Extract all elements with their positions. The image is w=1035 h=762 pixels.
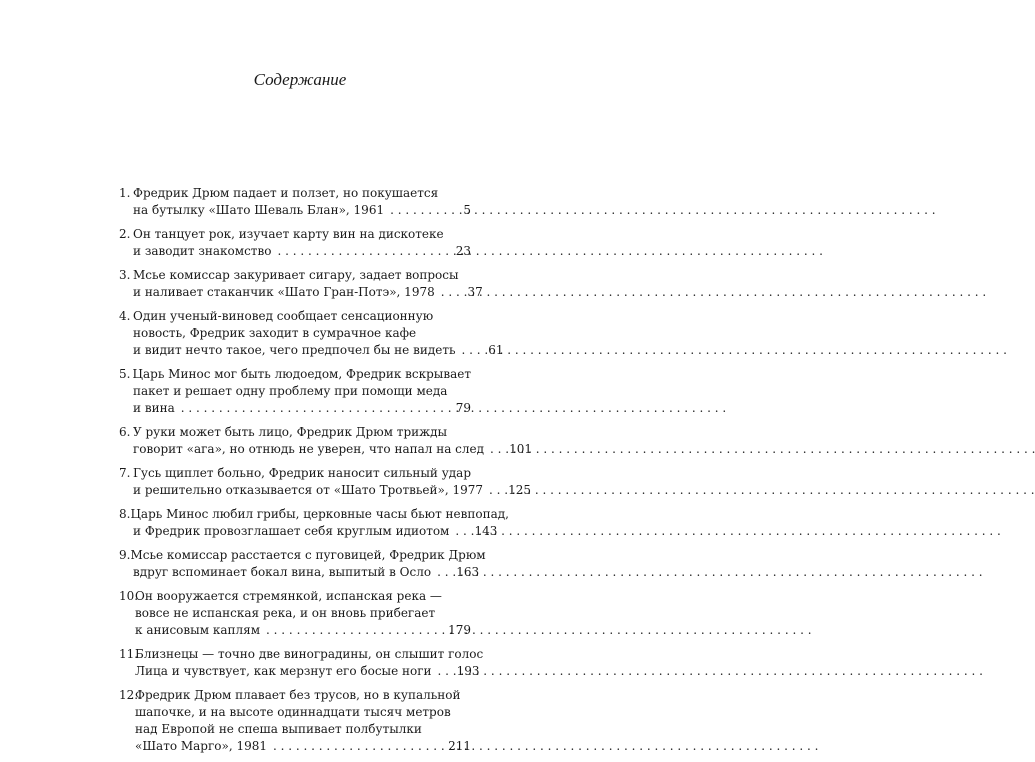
- toc-entry-line: [119, 523, 498, 540]
- dot-leader: [277, 243, 439, 260]
- toc-entry: [119, 465, 532, 499]
- toc-entry-text: шапочке, и на высоте одиннадцати тысяч метров: [135, 705, 451, 719]
- toc-entry-line: [119, 366, 471, 383]
- toc-entry-text: Фредрик Дрюм плавает без трусов, но в купальной: [135, 688, 461, 702]
- toc-entry-line: [119, 465, 471, 482]
- toc-entry-line: [119, 267, 471, 284]
- toc-entry: [119, 646, 484, 680]
- toc-entry-page-number: 125: [508, 483, 532, 497]
- toc-entry-line: [119, 605, 471, 622]
- toc-entry-line: [119, 400, 471, 417]
- toc-entry-page-number: 5: [463, 203, 471, 217]
- table-of-contents: [119, 185, 533, 762]
- toc-entry-number: 8.: [119, 507, 131, 521]
- toc-entry-line: [119, 202, 471, 219]
- toc-entry-text: говорит «ага», но отнюдь не уверен, что напал на след: [133, 442, 485, 456]
- dot-leader: [490, 441, 500, 458]
- toc-entry-number: 1.: [119, 186, 131, 200]
- toc-entry-number: 3.: [119, 268, 131, 282]
- toc-entry-text: Лица и чувствует, как мерзнут его босые ноги: [135, 664, 432, 678]
- toc-entry-text: к анисовым каплям: [135, 623, 261, 637]
- toc-entry-line: [119, 243, 471, 260]
- toc-entry-line: [119, 564, 480, 581]
- toc-entry-text: Один ученый-виновед сообщает сенсационную: [133, 309, 434, 323]
- toc-entry-line: [119, 588, 471, 605]
- dot-leader: [438, 663, 448, 680]
- toc-entry-number: 11.: [119, 647, 139, 661]
- toc-entry: [119, 267, 483, 301]
- dot-leader: [390, 202, 439, 219]
- toc-entry-text: Гусь щиплет больно, Фредрик наносит сильный удар: [132, 466, 471, 480]
- toc-entry-text: на бутылку «Шато Шеваль Блан», 1961: [133, 203, 385, 217]
- page-title: Содержание: [253, 70, 347, 89]
- toc-entry: [119, 687, 471, 755]
- toc-entry-text: Фредрик Дрюм падает и ползет, но покушается: [133, 186, 439, 200]
- toc-entry-line: [119, 704, 471, 721]
- toc-entry-page-number: 179: [448, 623, 471, 637]
- toc-entry: [119, 506, 509, 540]
- toc-entry-number: 6.: [119, 425, 131, 439]
- toc-entry-text: и наливает стаканчик «Шато Гран-Потэ», 1978: [133, 285, 435, 299]
- dot-leader: [181, 400, 439, 417]
- toc-entry-text: Близнецы — точно две виноградины, он слышит голос: [135, 647, 484, 661]
- toc-entry-line: [119, 482, 532, 499]
- toc-entry: [119, 308, 504, 359]
- dot-leader: [266, 622, 439, 639]
- toc-entry-text: Царь Минос любил грибы, церковные часы бьют невпопад,: [130, 507, 509, 521]
- toc-entry-line: [119, 646, 484, 663]
- toc-entry-text: У руки может быть лицо, Фредрик Дрюм трижды: [133, 425, 448, 439]
- toc-entry-page-number: 101: [509, 442, 533, 456]
- toc-entry-line: [119, 325, 471, 342]
- toc-entry-page-number: 37: [467, 285, 483, 299]
- toc-entry-text: и Фредрик провозглашает себя круглым идиотом: [133, 524, 450, 538]
- dot-leader: [441, 284, 451, 301]
- toc-entry-page-number: 193: [456, 664, 480, 678]
- toc-entry-number: 9.: [119, 548, 131, 562]
- toc-entry-line: [119, 185, 471, 202]
- toc-entry-line: [119, 506, 509, 523]
- toc-entry-line: [119, 547, 486, 564]
- toc-entry-text: и вина: [133, 401, 175, 415]
- toc-entry-number: 12.: [119, 688, 139, 702]
- toc-entry-text: и видит нечто такое, чего предпочел бы не видеть: [133, 343, 456, 357]
- toc-entry-line: [119, 342, 504, 359]
- toc-entry-page-number: 61: [488, 343, 504, 357]
- toc-entry-line: [119, 721, 471, 738]
- dot-leader: [273, 738, 439, 755]
- toc-entry-line: [119, 663, 480, 680]
- toc-entry-number: 10.: [119, 589, 139, 603]
- toc-entry: [119, 185, 471, 219]
- toc-entry-text: Мсье комиссар расстается с пуговицей, Фредрик Дрюм: [130, 548, 486, 562]
- toc-entry-text: пакет и решает одну проблему при помощи меда: [133, 384, 448, 398]
- toc-entry-line: [119, 308, 471, 325]
- toc-entry-page-number: 163: [456, 565, 480, 579]
- dot-leader: [455, 523, 465, 540]
- toc-entry-text: вовсе не испанская река, и он вновь прибегает: [135, 606, 436, 620]
- toc-entry-text: Мсье комиссар закуривает сигару, задает вопросы: [133, 268, 459, 282]
- toc-entry-text: вдруг вспоминает бокал вина, выпитый в Осло: [133, 565, 432, 579]
- toc-entry-page-number: 143: [474, 524, 498, 538]
- dot-leader: [489, 482, 499, 499]
- toc-entry-line: [119, 687, 471, 704]
- toc-entry-page-number: 79: [455, 401, 471, 415]
- toc-entry-text: и решительно отказывается от «Шато Тротвьей», 1977: [133, 483, 484, 497]
- toc-entry-line: [119, 738, 471, 755]
- toc-entry-line: [119, 226, 471, 243]
- dot-leader: [462, 342, 472, 359]
- toc-entry-number: 4.: [119, 309, 131, 323]
- toc-entry-text: над Европой не спеша выпивает полбутылки: [135, 722, 422, 736]
- toc-entry-line: [119, 622, 471, 639]
- dot-leader: [437, 564, 447, 581]
- toc-entry-text: новость, Фредрик заходит в сумрачное кафе: [133, 326, 417, 340]
- toc-entry-text: Царь Минос мог быть людоедом, Фредрик вскрывает: [132, 367, 471, 381]
- toc-entry-line: [119, 284, 483, 301]
- toc-entry: [119, 424, 533, 458]
- toc-entry-line: [119, 424, 471, 441]
- toc-entry-line: [119, 441, 533, 458]
- toc-entry-text: Он танцует рок, изучает карту вин на дискотеке: [133, 227, 444, 241]
- toc-entry: [119, 588, 471, 639]
- toc-entry-text: Он вооружается стремянкой, испанская река —: [135, 589, 442, 603]
- toc-entry: [119, 226, 471, 260]
- toc-entry-number: 7.: [119, 466, 131, 480]
- toc-entry-line: [119, 383, 471, 400]
- toc-entry-page-number: 211: [448, 739, 471, 753]
- toc-entry-page-number: 23: [455, 244, 471, 258]
- toc-entry: [119, 547, 486, 581]
- toc-entry: [119, 366, 471, 417]
- toc-entry-text: «Шато Марго», 1981: [135, 739, 268, 753]
- toc-entry-number: 2.: [119, 227, 131, 241]
- toc-entry-text: и заводит знакомство: [133, 244, 272, 258]
- toc-entry-number: 5.: [119, 367, 131, 381]
